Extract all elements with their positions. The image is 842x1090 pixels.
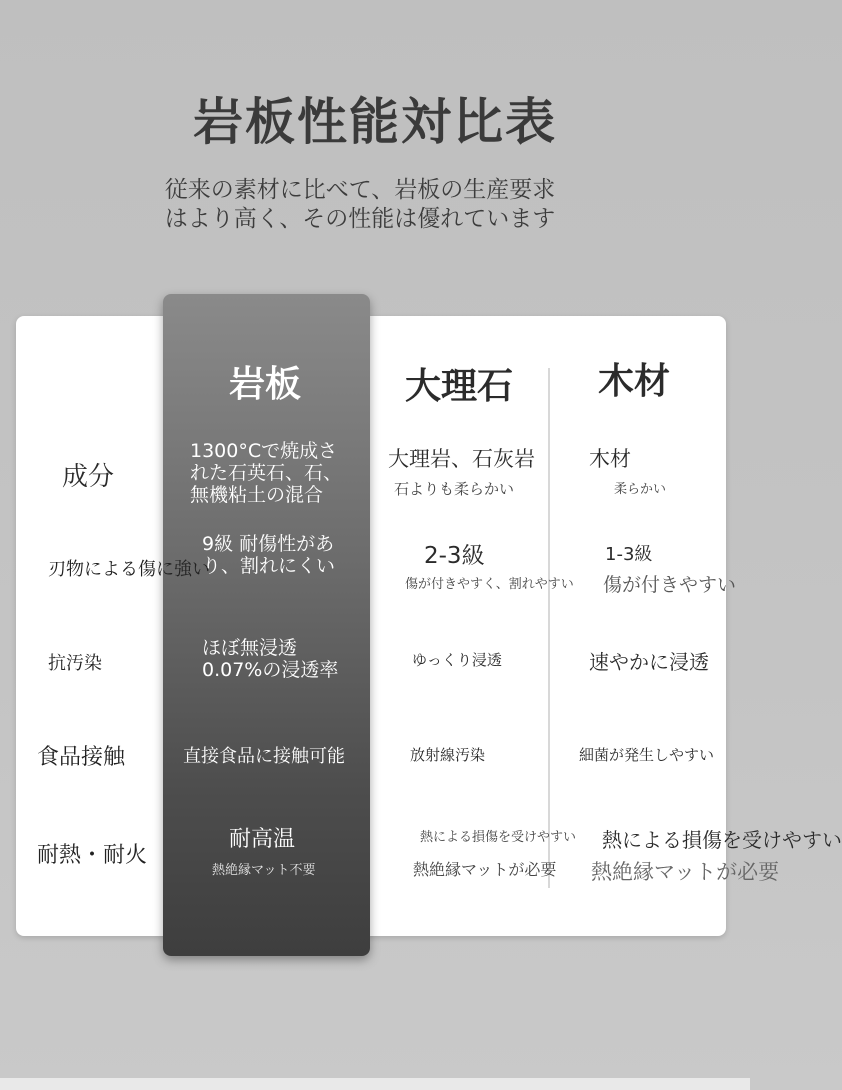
column-header-marble: 大理石 — [405, 366, 514, 407]
marble-scratch-grade: 2-3級 — [424, 543, 485, 569]
slate-heat-resistance: 耐高温 — [229, 827, 296, 852]
slate-scratch-resistance: 9級 耐傷性があり、割れにくい — [202, 533, 336, 577]
wood-heat-note: 熱絶縁マットが必要 — [591, 860, 780, 884]
row-label-food-contact: 食品接触 — [37, 745, 126, 770]
column-header-wood: 木材 — [598, 361, 671, 402]
page-title: 岩板性能対比表 — [193, 93, 557, 151]
wood-composition-note: 柔らかい — [614, 482, 667, 497]
row-label-scratch-resistance: 刃物による傷に強い — [48, 559, 210, 580]
bottom-strip — [0, 1078, 750, 1090]
wood-scratch-note: 傷が付きやすい — [603, 574, 737, 596]
slate-food-contact: 直接食品に接触可能 — [183, 746, 345, 767]
row-label-composition: 成分 — [62, 462, 115, 492]
marble-composition: 大理岩、石灰岩 — [388, 447, 535, 471]
marble-composition-note: 石よりも柔らかい — [394, 480, 515, 498]
wood-stain-resistance: 速やかに浸透 — [589, 650, 709, 674]
marble-food-contact: 放射線汚染 — [410, 746, 486, 764]
subtitle-line-2: はより高く、その性能は優れています — [164, 206, 556, 232]
marble-stain-resistance: ゆっくり浸透 — [412, 651, 502, 669]
row-label-stain-resistance: 抗汚染 — [48, 653, 102, 674]
wood-food-contact: 細菌が発生しやすい — [579, 746, 715, 764]
wood-composition: 木材 — [589, 447, 631, 471]
wood-scratch-grade: 1-3級 — [605, 544, 653, 565]
marble-scratch-note: 傷が付きやすく、割れやすい — [405, 577, 574, 592]
column-divider — [548, 368, 550, 888]
slate-stain-resistance: ほぼ無浸透 0.07%の浸透率 — [202, 637, 339, 681]
wood-heat-resistance: 熱による損傷を受けやすい — [602, 828, 842, 852]
subtitle-line-1: 従来の素材に比べて、岩板の生産要求 — [164, 177, 556, 203]
page-subtitle — [0, 176, 720, 234]
marble-heat-resistance: 熱による損傷を受けやすい — [420, 830, 577, 845]
row-label-heat-resistance: 耐熱・耐火 — [37, 843, 148, 868]
marble-heat-note: 熱絶縁マットが必要 — [413, 860, 557, 879]
slate-heat-note: 熱絶縁マット不要 — [212, 863, 316, 878]
column-header-slate: 岩板 — [229, 364, 302, 405]
slate-composition: 1300°Cで焼成された石英石、石、無機粘土の混合 — [190, 440, 343, 506]
